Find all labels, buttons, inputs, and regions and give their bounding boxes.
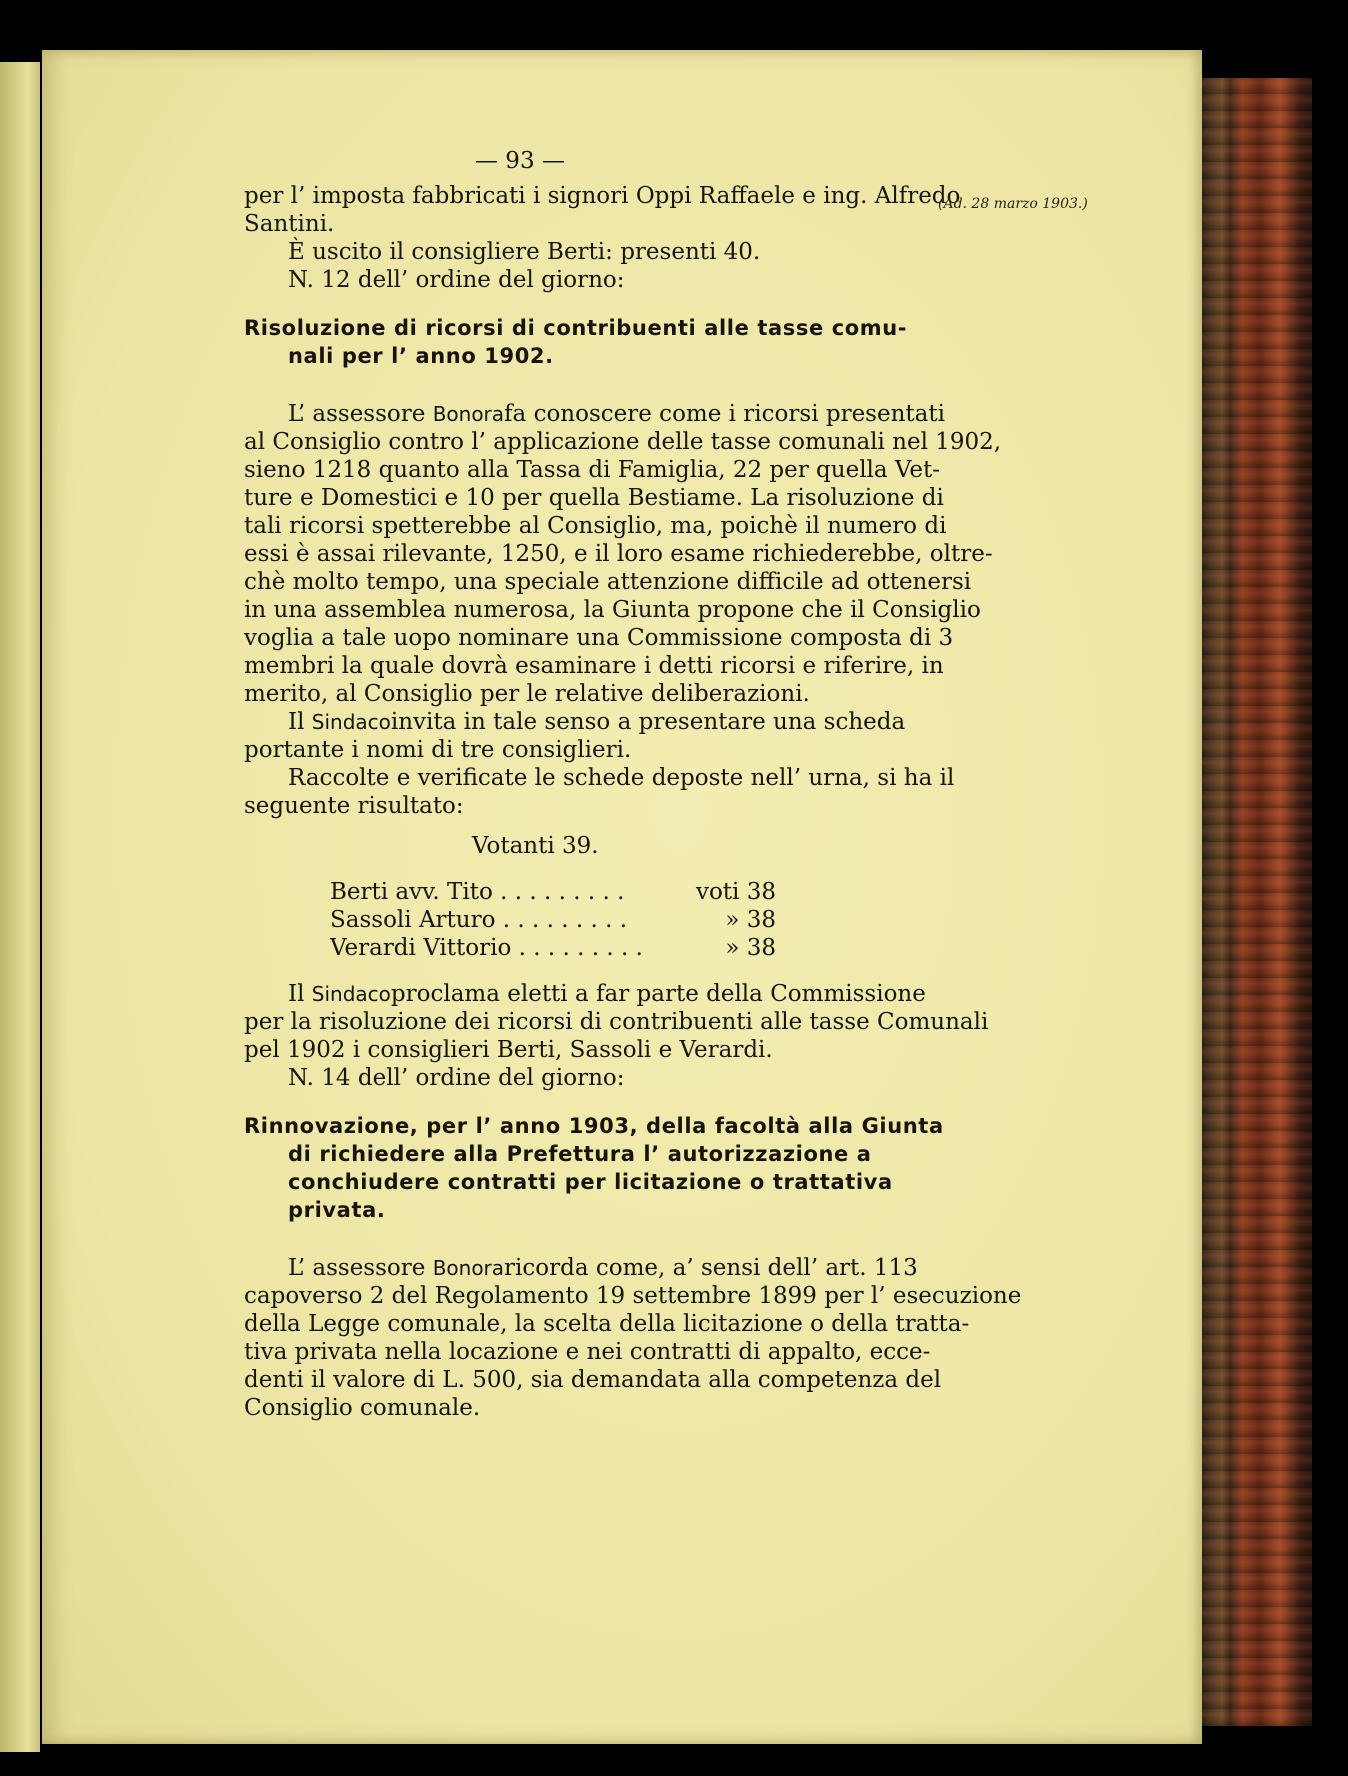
s1-p1-line-8: in una assemblea numerosa, la Giunta propone che il Consiglio — [244, 597, 981, 623]
margin-note: (Ad. 28 marzo 1903.) — [938, 196, 1088, 212]
s1-p1-line-9: voglia a tale uopo nominare una Commissione composta di 3 — [244, 625, 954, 651]
intro-line-3: È uscito il consigliere Berti: presenti 40. — [288, 239, 761, 265]
s1-p4-line-3: pel 1902 i consiglieri Berti, Sassoli e Verardi. — [244, 1037, 773, 1063]
votanti-label: Votanti 39. — [472, 833, 599, 859]
vote-row — [330, 906, 776, 934]
s1-p1-line-2: al Consiglio contro l’ applicazione delle tasse comunali nel 1902, — [244, 429, 1002, 455]
vote-dots: . . . . . . . . . — [502, 907, 628, 933]
vote-label: voti — [695, 879, 740, 905]
vote-label: » — [725, 935, 740, 961]
section2-heading-line-2: di richiedere alla Prefettura l’ autorizzazione a — [288, 1142, 872, 1166]
s1-p1-line-5: tali ricorsi spetterebbe al Consiglio, ma, poichè il numero di — [244, 513, 947, 539]
vote-name: Verardi Vittorio — [330, 935, 512, 961]
section2-heading-line-3: conchiudere contratti per licitazione o trattativa — [288, 1170, 893, 1194]
s1-p2-line-1: Il Sindaco invita in tale senso a presentare una scheda — [288, 709, 906, 735]
vote-count: 38 — [746, 935, 776, 961]
s2-p1-line-6: Consiglio comunale. — [244, 1395, 481, 1421]
s1-p2-line-2: portante i nomi di tre consiglieri. — [244, 737, 632, 763]
section1-heading-line-2: nali per l’ anno 1902. — [288, 344, 554, 368]
s2-p1-line-1: L’ assessore Bonora ricorda come, a’ sensi dell’ art. 113 — [288, 1255, 918, 1281]
section2-heading-line-1: Rinnovazione, per l’ anno 1903, della facoltà alla Giunta — [244, 1114, 944, 1138]
page-number: — 93 — — [475, 148, 565, 174]
vote-count: 38 — [746, 879, 776, 905]
vote-row — [330, 878, 776, 906]
s1-p3-line-2: seguente risultato: — [244, 793, 464, 819]
book-page — [42, 50, 1202, 1744]
s1-p1-line-3: sieno 1218 quanto alla Tassa di Famiglia, 22 per quella Vet- — [244, 457, 941, 483]
speaker-bonora: Bonora — [432, 1256, 505, 1280]
intro-line-2: Santini. — [244, 211, 335, 237]
s1-p4-line-1: Il Sindaco proclama eletti a far parte della Commissione — [288, 981, 926, 1007]
vote-dots: . . . . . . . . . — [500, 879, 625, 905]
section1-heading-line-1: Risoluzione di ricorsi di contribuenti alle tasse comu- — [244, 316, 908, 340]
s2-p1-line-4: tiva privata nella locazione e nei contratti di appalto, ecce- — [244, 1339, 931, 1365]
speaker-bonora: Bonora — [432, 402, 505, 426]
s1-p1-line-4: ture e Domestici e 10 per quella Bestiame. La risoluzione di — [244, 485, 944, 511]
s2-p1-line-3: della Legge comunale, la scelta della licitazione o della tratta- — [244, 1311, 970, 1337]
s2-p1-line-5: denti il valore di L. 500, sia demandata alla competenza del — [244, 1367, 942, 1393]
s1-p1-line-1: L’ assessore Bonora fa conoscere come i ricorsi presentati — [288, 401, 945, 427]
vote-label: » — [725, 907, 740, 933]
s1-p3-line-1: Raccolte e verificate le schede deposte nell’ urna, si ha il — [288, 765, 955, 791]
book-edge — [1200, 78, 1312, 1726]
intro-line-4: N. 12 dell’ ordine del giorno: — [288, 267, 625, 293]
s1-p1-line-7: chè molto tempo, una speciale attenzione difficile ad ottenersi — [244, 569, 972, 595]
vote-name: Berti avv. Tito — [330, 879, 493, 905]
vote-row — [330, 934, 776, 962]
vote-count: 38 — [746, 907, 776, 933]
s1-p1-line-6: essi è assai rilevante, 1250, e il loro esame richiederebbe, oltre- — [244, 541, 993, 567]
s2-p1-line-2: capoverso 2 del Regolamento 19 settembre 1899 per l’ esecuzione — [244, 1283, 1022, 1309]
speaker-sindaco: Sindaco — [311, 710, 391, 734]
vote-dots: . . . . . . . . . — [518, 935, 643, 961]
left-page-edge — [0, 62, 40, 1752]
s1-p4-line-2: per la risoluzione dei ricorsi di contribuenti alle tasse Comunali — [244, 1009, 989, 1035]
intro-line-1: per l’ imposta fabbricati i signori Oppi Raffaele e ing. Alfredo — [244, 183, 961, 209]
next-agenda-item: N. 14 dell’ ordine del giorno: — [288, 1065, 625, 1091]
s1-p1-line-11: merito, al Consiglio per le relative deliberazioni. — [244, 681, 810, 707]
s1-p1-line-10: membri la quale dovrà esaminare i detti ricorsi e riferire, in — [244, 653, 944, 679]
speaker-sindaco: Sindaco — [311, 982, 391, 1006]
vote-name: Sassoli Arturo — [330, 907, 496, 933]
section2-heading-line-4: privata. — [288, 1198, 386, 1222]
